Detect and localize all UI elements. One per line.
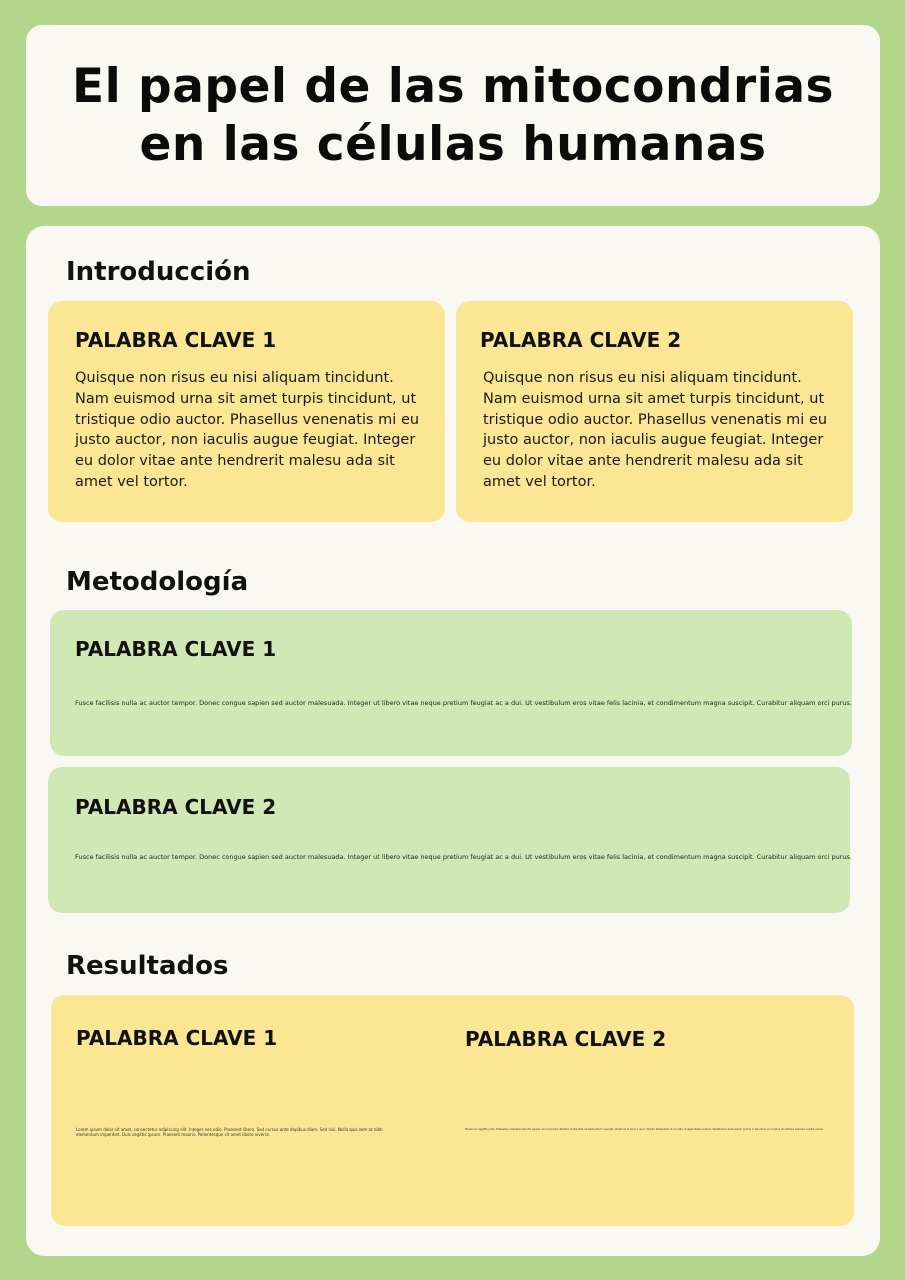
content-card bbox=[26, 226, 880, 1256]
intro-box-1-text: Quisque non risus eu nisi aliquam tincidunt. Nam euismod urna sit amet turpis tincidunt, ut tristique odio auctor. Phasellus venenatis mi eu justo auctor, non iaculis augue feugiat. Integer eu dolor vitae ante hendrerit malesu ada sit amet vel tortor. bbox=[75, 370, 420, 490]
method-box-2 bbox=[48, 767, 850, 913]
intro-box-2-title: PALABRA CLAVE 2 bbox=[480, 328, 682, 352]
section-heading-resultados: Resultados bbox=[66, 951, 229, 981]
results-col-2-text: Mauris ac sagittis justo. Phasellus molestie lobortis neque non tincidunt. Nullam mollis felis et elementum suscipit. Vivamus id arcu a nunc dictum bibendum ut eu odio. Suspendisse potenti. Vestibulum ante ipsum primis in faucibus orci luctus et ultrices posuere cubilia curae. bbox=[465, 1128, 824, 1131]
results-col-1-title: PALABRA CLAVE 1 bbox=[76, 1026, 278, 1050]
intro-box-1 bbox=[48, 301, 445, 522]
method-box-1 bbox=[50, 610, 852, 756]
method-box-2-title: PALABRA CLAVE 2 bbox=[75, 795, 277, 819]
intro-box-1-title: PALABRA CLAVE 1 bbox=[75, 328, 277, 352]
method-box-2-text: Fusce facilisis nulla ac auctor tempor. Donec congue sapien sed auctor malesuada. Integer ut libero vitae neque pretium feugiat ac a dui. Ut vestibulum eros vitae felis lacinia, et condimentum magna suscipit. Curabitur aliquam orci purus. bbox=[75, 853, 852, 861]
results-col-1-text: Lorem ipsum dolor sit amet, consectetur adipiscing elit. Integer nec odio. Praesent libero. Sed cursus ante dapibus diam. Sed nisi. Nulla quis sem at nibh elementum imperdiet. Duis sagittis ipsum. Praesent mauris. Pellentesque sit amet libero viverra. bbox=[76, 1127, 383, 1137]
results-col-2-title: PALABRA CLAVE 2 bbox=[465, 1027, 667, 1051]
section-heading-metodologia: Metodología bbox=[66, 567, 249, 597]
intro-box-2-text: Quisque non risus eu nisi aliquam tincidunt. Nam euismod urna sit amet turpis tincidunt, ut tristique odio auctor. Phasellus venenatis mi eu justo auctor, non iaculis augue feugiat. Integer eu dolor vitae ante hendrerit malesu ada sit amet vel tortor. bbox=[483, 370, 828, 490]
section-heading-introduccion: Introducción bbox=[66, 257, 251, 287]
page-title: El papel de las mitocondrias en las células humanas bbox=[71, 58, 835, 172]
results-box bbox=[51, 995, 854, 1226]
intro-box-2 bbox=[456, 301, 853, 522]
method-box-1-text: Fusce facilisis nulla ac auctor tempor. Donec congue sapien sed auctor malesuada. Integer ut libero vitae neque pretium feugiat ac a dui. Ut vestibulum eros vitae felis lacinia, et condimentum magna suscipit. Curabitur aliquam orci purus. bbox=[75, 699, 852, 707]
title-card bbox=[26, 25, 880, 206]
method-box-1-title: PALABRA CLAVE 1 bbox=[75, 637, 277, 661]
